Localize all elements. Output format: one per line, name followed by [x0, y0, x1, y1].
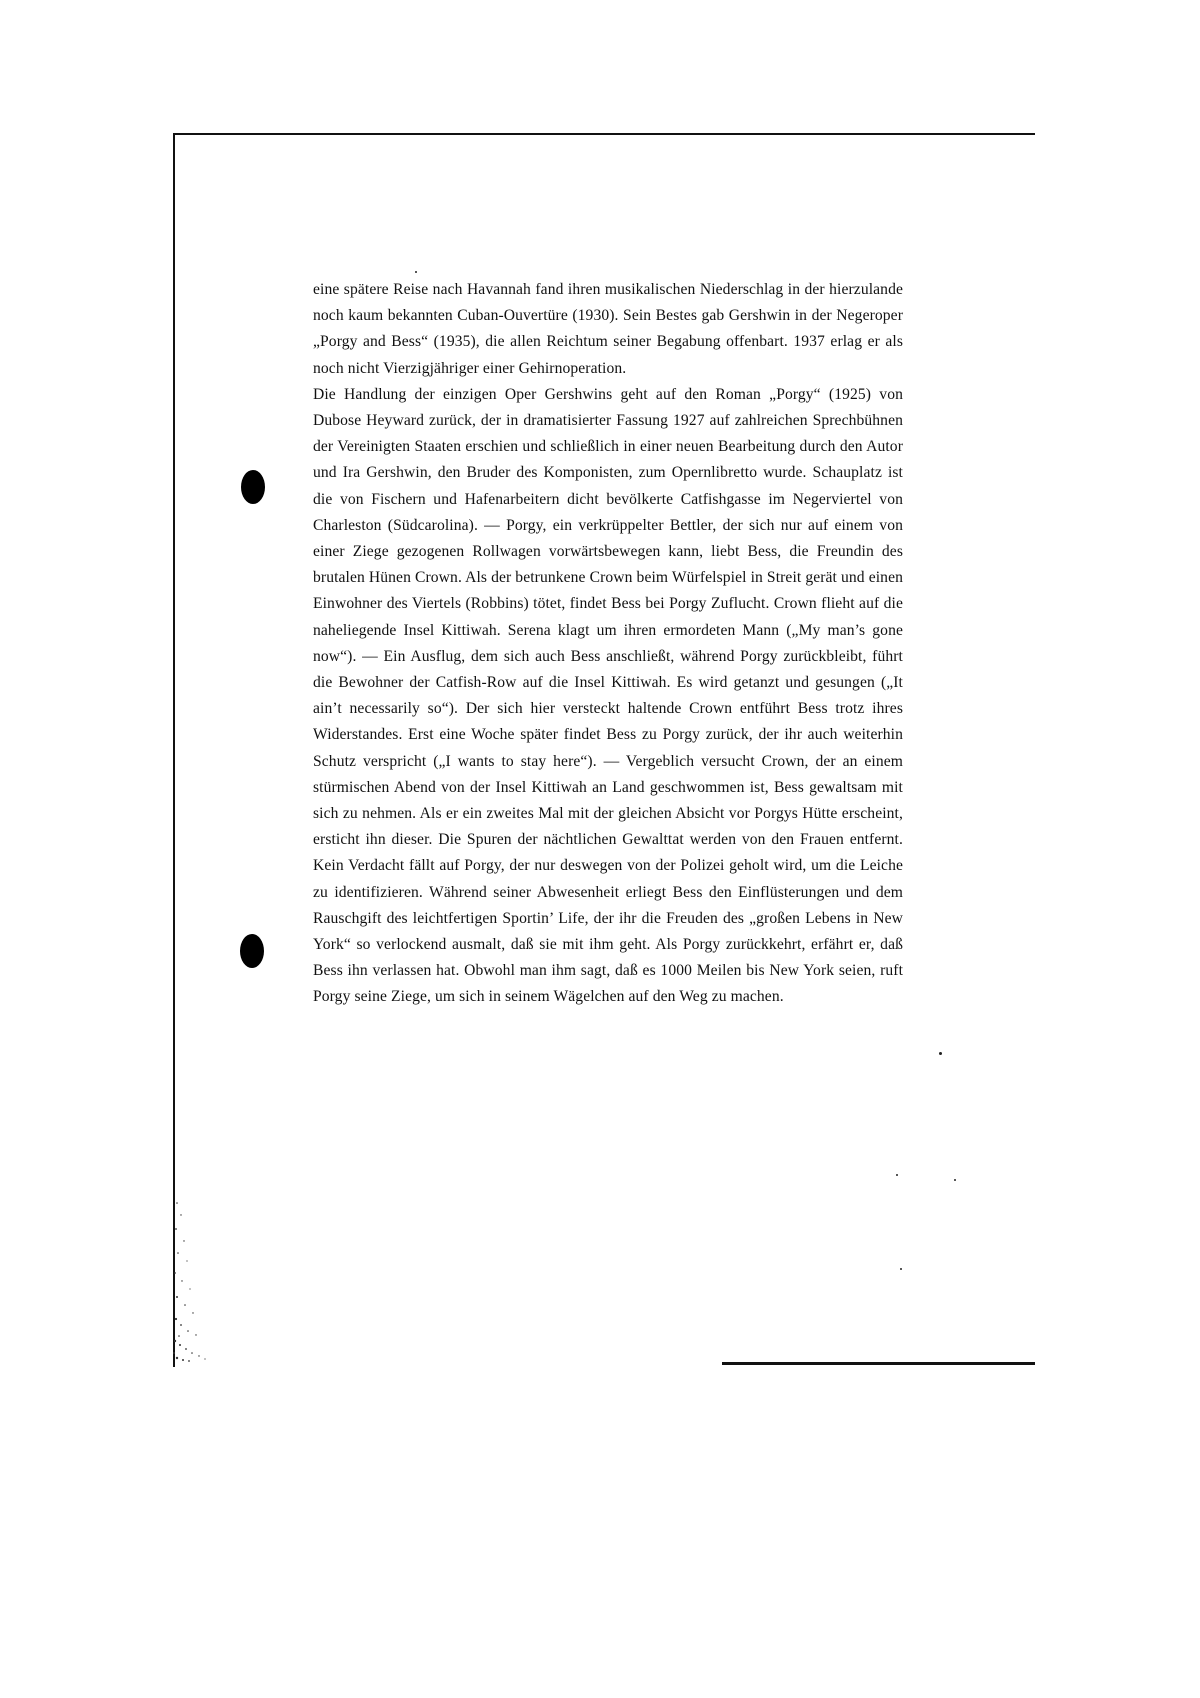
scan-speck — [415, 271, 417, 273]
page-border-top — [173, 133, 1035, 135]
body-text — [313, 277, 903, 1011]
scan-edge-noise — [172, 1195, 212, 1365]
scan-speck — [900, 1268, 902, 1270]
page-border-left — [173, 133, 175, 1367]
scan-speck — [896, 1174, 898, 1176]
page-border-bottom — [722, 1362, 1035, 1365]
punch-hole-bottom — [240, 934, 264, 968]
paragraph-1: eine spätere Reise nach Havannah fand ihren musikalischen Niederschlag in der hierzulande noch kaum bekannten Cuban-Ouvertüre (1930). Sein Bestes gab Gershwin in der Negeroper „Porgy and Bess“ (1935), die allen Reichtum seiner Begabung offenbart. 1937 erlag er als noch nicht Vierzigjähriger einer Gehirnoperation. — [313, 281, 903, 377]
scan-speck — [954, 1179, 956, 1181]
scan-speck — [939, 1052, 942, 1055]
paragraph-2: Die Handlung der einzigen Oper Gershwins geht auf den Roman „Porgy“ (1925) von Dubose Heyward zurück, der in dramatisierter Fassung 1927 auf zahlreichen Sprechbühnen der Vereinigten Staaten erschien und schließlich in einer neuen Bearbeitung durch den Autor und Ira Gershwin, den Bruder des Komponisten, zum Opernlibretto wurde. Schauplatz ist die von Fischern und Hafenarbeitern dicht bevölkerte Catfishgasse im Negerviertel von Charleston (Südcarolina). — Porgy, ein verkrüppelter Bettler, der sich nur auf einem von einer Ziege gezogenen Rollwagen vorwärtsbewegen kann, liebt Bess, die Freundin des brutalen Hünen Crown. Als der betrunkene Crown beim Würfelspiel in Streit gerät und einen Einwohner des Viertels (Robbins) tötet, findet Bess bei Porgy Zuflucht. Crown flieht auf die naheliegende Insel Kittiwah. Serena klagt um ihren ermordeten Mann („My man’s gone now“). — Ein Ausflug, dem sich auch Bess anschließt, während Porgy zurückbleibt, führt die Bewohner der Catfish-Row auf die Insel Kittiwah. Es wird getanzt und gesungen („It ain’t necessarily so“). Der sich hier versteckt haltende Crown entführt Bess trotz ihres Widerstandes. Erst eine Woche später findet Bess zu Porgy zurück, der ihr auch weiterhin Schutz verspricht („I wants to stay here“). — Vergeblich versucht Crown, der an einem stürmischen Abend von der Insel Kittiwah an Land geschwommen ist, Bess gewaltsam mit sich zu nehmen. Als er ein zweites Mal mit der gleichen Absicht vor Porgys Hütte erscheint, ersticht ihn dieser. Die Spuren der nächtlichen Gewalttat werden von den Frauen entfernt. Kein Verdacht fällt auf Porgy, der nur deswegen von der Polizei geholt wird, um die Leiche zu identifizieren. Während seiner Abwesenheit erliegt Bess den Einflüsterungen und dem Rauschgift des leichtfertigen Sportin’ Life, der ihr die Freuden des „großen Lebens in New York“ so verlockend ausmalt, daß sie mit ihm geht. Als Porgy zurückkehrt, erfährt er, daß Bess ihn verlassen hat. Obwohl man ihm sagt, daß es 1000 Meilen bis New York seien, ruft Porgy seine Ziege, um sich in seinem Wägelchen auf den Weg zu machen. — [313, 385, 903, 1006]
punch-hole-top — [241, 470, 265, 504]
